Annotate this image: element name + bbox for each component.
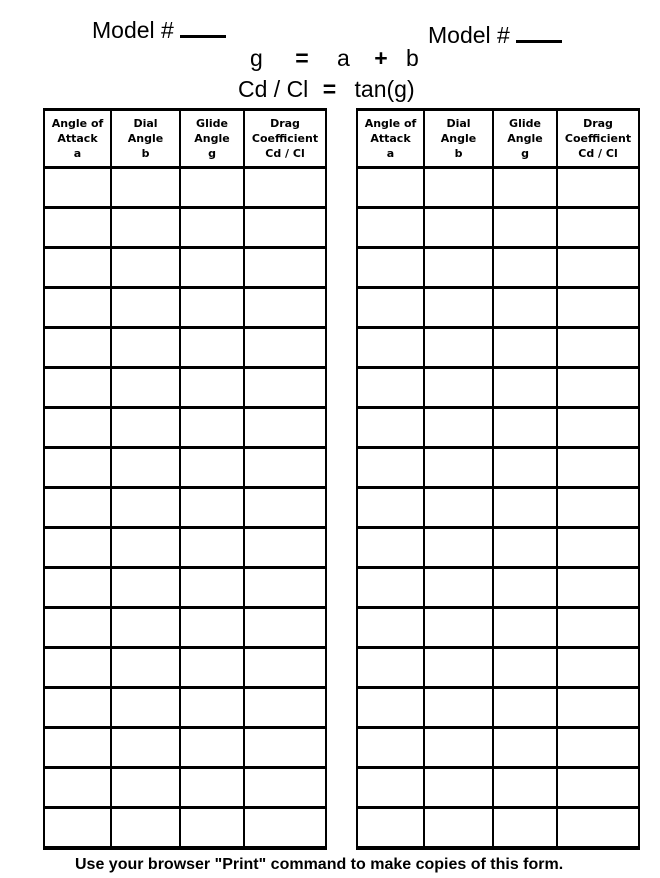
cell-angle-of-attack[interactable] [44,688,111,728]
cell-drag-coefficient[interactable] [244,168,326,208]
cell-glide-angle[interactable] [493,448,557,488]
cell-glide-angle[interactable] [493,808,557,849]
cell-dial-angle[interactable] [111,568,180,608]
column-header-angle-of-attack [357,110,424,168]
cell-angle-of-attack[interactable] [357,608,424,648]
header-text: Attack [370,132,411,145]
cell-glide-angle[interactable] [493,408,557,448]
header-text: Glide [196,117,228,130]
cell-glide-angle[interactable] [180,608,244,648]
table-row [44,488,326,528]
cell-glide-angle[interactable] [180,168,244,208]
cell-drag-coefficient[interactable] [557,688,639,728]
cell-dial-angle[interactable] [424,648,493,688]
cell-dial-angle[interactable] [424,568,493,608]
cell-angle-of-attack[interactable] [44,368,111,408]
cell-dial-angle[interactable] [111,208,180,248]
cell-glide-angle[interactable] [180,328,244,368]
cell-glide-angle[interactable] [493,248,557,288]
cell-angle-of-attack[interactable] [357,208,424,248]
header-text: Drag [270,117,300,130]
cell-dial-angle[interactable] [424,608,493,648]
cell-glide-angle[interactable] [493,768,557,808]
model-number-left [92,17,226,44]
cell-glide-angle[interactable] [180,408,244,448]
table-row [357,328,639,368]
cell-drag-coefficient[interactable] [244,608,326,648]
table-row [357,648,639,688]
header-text: Cd / Cl [265,147,305,160]
cell-glide-angle[interactable] [493,168,557,208]
header-text: Angle [440,132,477,145]
table-row [44,248,326,288]
cell-angle-of-attack[interactable] [357,368,424,408]
cell-drag-coefficient[interactable] [557,608,639,648]
cell-glide-angle[interactable] [493,528,557,568]
table-header-row [44,110,326,168]
table-row [357,448,639,488]
header-text: Coefficient [251,132,319,145]
cell-glide-angle[interactable] [180,288,244,328]
header-text: Coefficient [564,132,632,145]
cell-angle-of-attack[interactable] [357,568,424,608]
cell-dial-angle[interactable] [424,448,493,488]
cell-dial-angle[interactable] [424,488,493,528]
header-text: Drag [583,117,613,130]
header-text: Cd / Cl [578,147,618,160]
cell-drag-coefficient[interactable] [244,808,326,849]
cell-drag-coefficient[interactable] [244,488,326,528]
cell-glide-angle[interactable] [180,568,244,608]
table-row [44,528,326,568]
cell-dial-angle[interactable] [111,328,180,368]
column-header-glide-angle [493,110,557,168]
cell-drag-coefficient[interactable] [557,248,639,288]
cell-drag-coefficient[interactable] [557,288,639,328]
table-row [44,368,326,408]
cell-drag-coefficient[interactable] [557,168,639,208]
table-row [44,568,326,608]
cell-dial-angle[interactable] [111,408,180,448]
table-row [44,688,326,728]
header-text: Dial [133,117,158,130]
header-text: g [521,147,529,160]
cell-angle-of-attack[interactable] [44,768,111,808]
table-row [357,488,639,528]
eq-equals-2: = [322,76,337,102]
header-text: g [208,147,216,160]
cell-drag-coefficient[interactable] [557,208,639,248]
cell-dial-angle[interactable] [424,808,493,849]
cell-dial-angle[interactable] [424,368,493,408]
column-header-drag-coefficient [244,110,326,168]
table-row [357,808,639,849]
cell-dial-angle[interactable] [424,328,493,368]
column-header-dial-angle [111,110,180,168]
cell-angle-of-attack[interactable] [44,408,111,448]
cell-angle-of-attack[interactable] [44,488,111,528]
cell-dial-angle[interactable] [111,288,180,328]
model-blank-left[interactable] [180,21,226,38]
table-row [357,608,639,648]
cell-glide-angle[interactable] [180,488,244,528]
eq-a: a [337,45,350,71]
table-row [44,608,326,648]
model-label-right: Model # [428,22,510,48]
cell-glide-angle[interactable] [493,728,557,768]
cell-dial-angle[interactable] [111,248,180,288]
table-row [44,448,326,488]
equation-glide [250,45,419,72]
cell-angle-of-attack[interactable] [44,288,111,328]
cell-dial-angle[interactable] [424,408,493,448]
cell-drag-coefficient[interactable] [557,808,639,849]
cell-angle-of-attack[interactable] [44,208,111,248]
cell-glide-angle[interactable] [180,448,244,488]
table-row [44,288,326,328]
cell-angle-of-attack[interactable] [44,448,111,488]
eq-tan: tan(g) [354,76,415,102]
cell-drag-coefficient[interactable] [244,208,326,248]
cell-drag-coefficient[interactable] [557,568,639,608]
cell-drag-coefficient[interactable] [244,528,326,568]
cell-angle-of-attack[interactable] [44,648,111,688]
cell-dial-angle[interactable] [111,488,180,528]
model-blank-right[interactable] [516,26,562,43]
cell-drag-coefficient[interactable] [557,528,639,568]
table-row [357,288,639,328]
header-text: Dial [446,117,471,130]
cell-glide-angle[interactable] [493,488,557,528]
equation-drag [238,76,415,103]
cell-angle-of-attack[interactable] [357,288,424,328]
cell-drag-coefficient[interactable] [244,408,326,448]
cell-drag-coefficient[interactable] [244,688,326,728]
cell-drag-coefficient[interactable] [244,368,326,408]
table-row [357,408,639,448]
header-text: a [386,147,395,160]
cell-drag-coefficient[interactable] [244,728,326,768]
table-row [44,808,326,849]
table-row [44,328,326,368]
eq-equals: = [295,45,309,71]
cell-dial-angle[interactable] [424,528,493,568]
cell-dial-angle[interactable] [111,648,180,688]
cell-angle-of-attack[interactable] [44,328,111,368]
header-text: Angle of [364,117,417,130]
cell-glide-angle[interactable] [180,248,244,288]
cell-angle-of-attack[interactable] [357,328,424,368]
data-table-right [356,108,640,850]
cell-dial-angle[interactable] [111,808,180,849]
header-text: b [141,147,150,160]
cell-dial-angle[interactable] [424,208,493,248]
cell-angle-of-attack[interactable] [357,448,424,488]
cell-glide-angle[interactable] [493,568,557,608]
column-header-dial-angle [424,110,493,168]
cell-angle-of-attack[interactable] [44,608,111,648]
eq-plus: + [374,45,388,71]
cell-angle-of-attack[interactable] [357,168,424,208]
header-text: Angle [127,132,164,145]
cell-dial-angle[interactable] [424,248,493,288]
cell-angle-of-attack[interactable] [44,568,111,608]
table-row [357,528,639,568]
column-header-drag-coefficient [557,110,639,168]
cell-dial-angle[interactable] [111,728,180,768]
cell-drag-coefficient[interactable] [244,768,326,808]
table-row [44,408,326,448]
cell-angle-of-attack[interactable] [357,728,424,768]
cell-drag-coefficient[interactable] [557,368,639,408]
table-row [357,568,639,608]
cell-dial-angle[interactable] [111,688,180,728]
cell-glide-angle[interactable] [493,648,557,688]
cell-angle-of-attack[interactable] [44,528,111,568]
cell-drag-coefficient[interactable] [557,768,639,808]
header-text: Attack [57,132,98,145]
table-row [357,728,639,768]
cell-drag-coefficient[interactable] [557,488,639,528]
column-header-glide-angle [180,110,244,168]
cell-angle-of-attack[interactable] [357,408,424,448]
table-row [44,648,326,688]
header-text: a [73,147,82,160]
eq-b: b [406,45,419,71]
cell-dial-angle[interactable] [111,448,180,488]
cell-angle-of-attack[interactable] [357,488,424,528]
cell-angle-of-attack[interactable] [357,248,424,288]
cell-glide-angle[interactable] [493,688,557,728]
cell-dial-angle[interactable] [111,168,180,208]
table-row [357,208,639,248]
cell-dial-angle[interactable] [424,288,493,328]
header-text: Glide [509,117,541,130]
cell-glide-angle[interactable] [180,808,244,849]
cell-angle-of-attack[interactable] [44,168,111,208]
cell-glide-angle[interactable] [493,288,557,328]
cell-dial-angle[interactable] [111,608,180,648]
cell-glide-angle[interactable] [180,208,244,248]
cell-drag-coefficient[interactable] [557,448,639,488]
cell-glide-angle[interactable] [180,688,244,728]
table-row [44,768,326,808]
print-instruction: Use your browser "Print" command to make copies of this form. [75,856,564,873]
cell-angle-of-attack[interactable] [44,808,111,849]
cell-angle-of-attack[interactable] [357,688,424,728]
table-row [44,168,326,208]
cell-dial-angle[interactable] [424,728,493,768]
table-row [357,688,639,728]
cell-drag-coefficient[interactable] [244,648,326,688]
cell-drag-coefficient[interactable] [244,328,326,368]
header-text: Angle of [51,117,104,130]
cell-drag-coefficient[interactable] [244,568,326,608]
cell-drag-coefficient[interactable] [244,248,326,288]
cell-glide-angle[interactable] [180,368,244,408]
model-label-left: Model # [92,17,174,43]
cell-drag-coefficient[interactable] [244,288,326,328]
eq-cdcl: Cd / Cl [238,76,309,102]
cell-angle-of-attack[interactable] [357,808,424,849]
column-header-angle-of-attack [44,110,111,168]
cell-glide-angle[interactable] [180,728,244,768]
cell-angle-of-attack[interactable] [357,528,424,568]
table-row [44,208,326,248]
cell-glide-angle[interactable] [493,208,557,248]
cell-angle-of-attack[interactable] [357,768,424,808]
table-row [357,248,639,288]
header-text: b [454,147,463,160]
cell-angle-of-attack[interactable] [44,728,111,768]
cell-dial-angle[interactable] [424,688,493,728]
cell-angle-of-attack[interactable] [357,648,424,688]
cell-glide-angle[interactable] [180,648,244,688]
table-header-row [357,110,639,168]
eq-g: g [250,45,263,71]
cell-glide-angle[interactable] [180,768,244,808]
table-row [357,368,639,408]
header-text: Angle [194,132,230,145]
cell-drag-coefficient[interactable] [244,448,326,488]
model-number-right [428,22,562,49]
cell-drag-coefficient[interactable] [557,648,639,688]
cell-glide-angle[interactable] [493,328,557,368]
cell-glide-angle[interactable] [493,368,557,408]
cell-dial-angle[interactable] [111,368,180,408]
cell-dial-angle[interactable] [424,768,493,808]
data-table-left [43,108,327,850]
cell-angle-of-attack[interactable] [44,248,111,288]
table-row [44,728,326,768]
cell-drag-coefficient[interactable] [557,728,639,768]
cell-dial-angle[interactable] [111,768,180,808]
header-text: Angle [507,132,543,145]
cell-dial-angle[interactable] [111,528,180,568]
cell-drag-coefficient[interactable] [557,328,639,368]
cell-glide-angle[interactable] [493,608,557,648]
table-row [357,768,639,808]
cell-dial-angle[interactable] [424,168,493,208]
cell-drag-coefficient[interactable] [557,408,639,448]
table-row [357,168,639,208]
cell-glide-angle[interactable] [180,528,244,568]
